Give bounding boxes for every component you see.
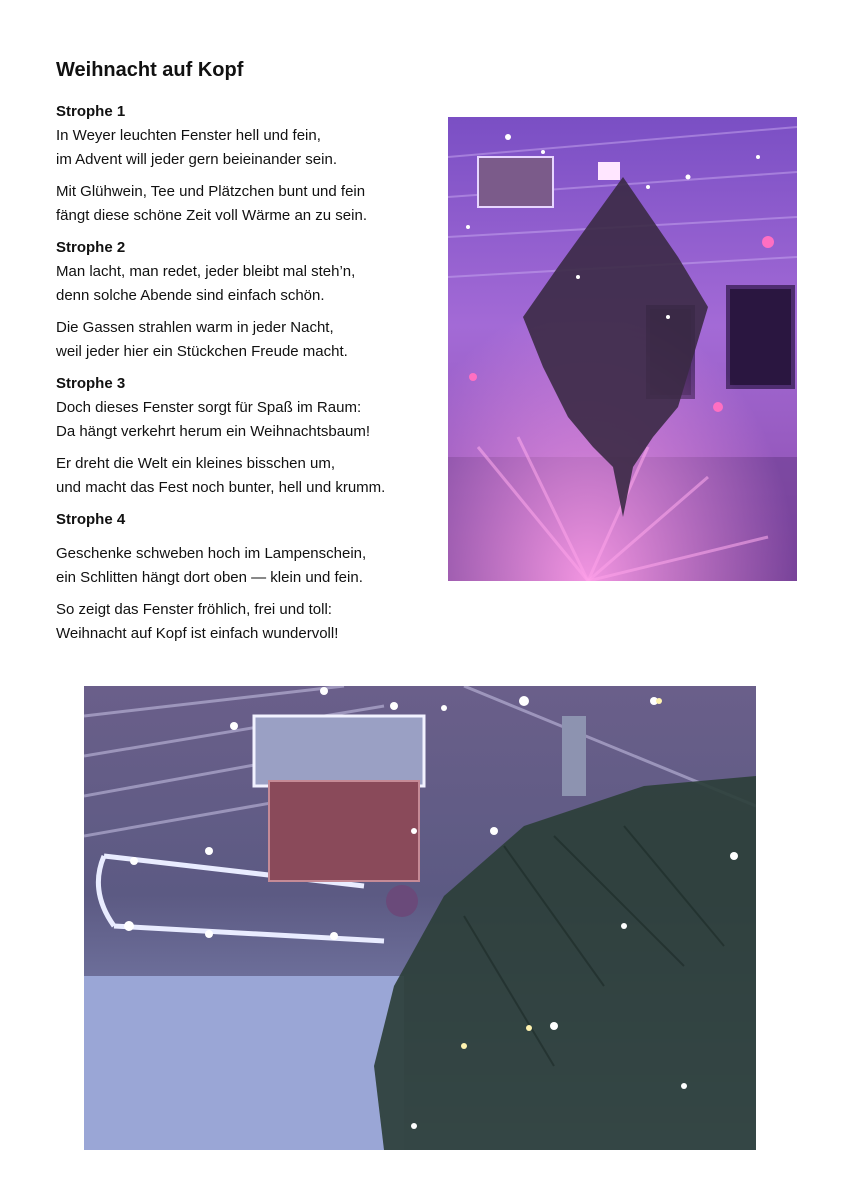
stanza-heading: Strophe 3 — [56, 375, 126, 392]
verse-line: In Weyer leuchten Fenster hell und fein, — [56, 127, 321, 144]
couplet — [56, 598, 436, 646]
verse-line: So zeigt das Fenster fröhlich, frei und toll: — [56, 601, 332, 618]
couplet — [56, 260, 436, 308]
stanza-heading: Strophe 4 — [56, 511, 126, 528]
couplet — [56, 180, 436, 228]
photo-upside-down-tree-blue — [84, 686, 756, 1150]
couplet — [56, 542, 436, 590]
verse-line: Da hängt verkehrt herum ein Weihnachtsbaum! — [56, 423, 371, 440]
verse-line: Geschenke schweben hoch im Lampenschein, — [56, 545, 367, 562]
photo-upside-down-tree-purple — [448, 117, 797, 581]
couplet — [56, 124, 436, 172]
verse-line: ein Schlitten hängt dort oben — klein und fein. — [56, 569, 363, 586]
verse-line: Man lacht, man redet, jeder bleibt mal steh’n, — [56, 263, 356, 280]
verse-line: Die Gassen strahlen warm in jeder Nacht, — [56, 319, 334, 336]
stanza-heading: Strophe 2 — [56, 239, 126, 256]
couplet — [56, 316, 436, 364]
verse-line: Er dreht die Welt ein kleines bisschen um, — [56, 455, 336, 472]
stanza-heading: Strophe 1 — [56, 103, 126, 120]
verse-line: und macht das Fest noch bunter, hell und krumm. — [56, 479, 386, 496]
page-title: Weihnacht auf Kopf — [56, 59, 244, 81]
poem-verses — [56, 100, 436, 654]
verse-line: fängt diese schöne Zeit voll Wärme an zu sein. — [56, 207, 367, 224]
couplet — [56, 396, 436, 444]
couplet — [56, 452, 436, 500]
verse-line: Doch dieses Fenster sorgt für Spaß im Raum: — [56, 399, 362, 416]
verse-line: Weihnacht auf Kopf ist einfach wundervoll! — [56, 625, 339, 642]
verse-line: weil jeder hier ein Stückchen Freude macht. — [56, 343, 348, 360]
verse-line: denn solche Abende sind einfach schön. — [56, 287, 325, 304]
verse-line: im Advent will jeder gern beieinander sein. — [56, 151, 337, 168]
verse-line: Mit Glühwein, Tee und Plätzchen bunt und fein — [56, 183, 366, 200]
